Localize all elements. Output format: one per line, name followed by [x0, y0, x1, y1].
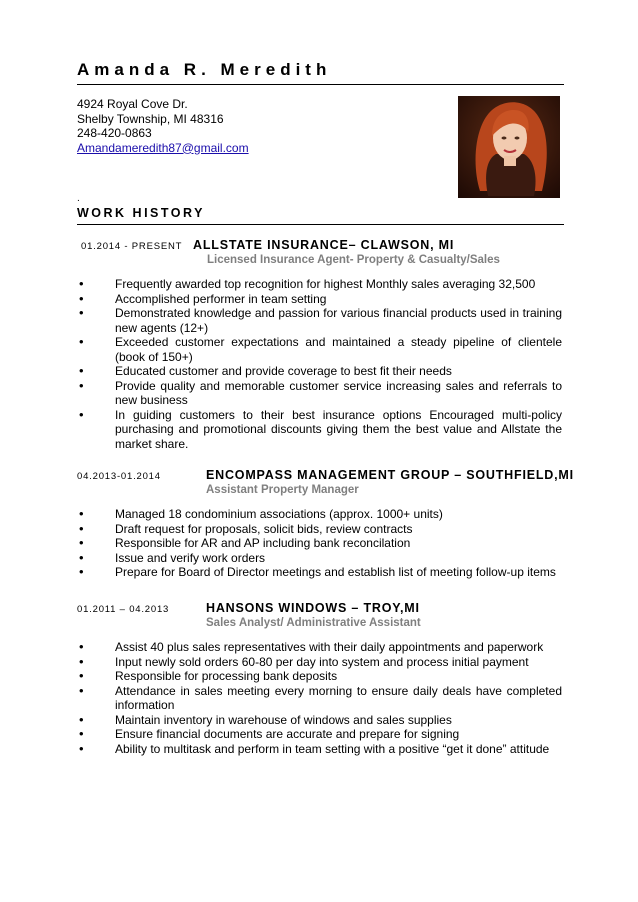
email-link[interactable]: Amandameredith87@gmail.com [77, 140, 249, 155]
list-item: • Exceeded customer expectations and maintained a steady pipeline of clientele (book of 150+) [77, 335, 562, 364]
job-dates: 01.2011 – 04.2013 [77, 604, 170, 615]
job-company: ENCOMPASS MANAGEMENT GROUP – SOUTHFIELD,MI [206, 468, 574, 482]
job-role: Licensed Insurance Agent- Property & Casualty/Sales [207, 254, 500, 266]
job-company: HANSONS WINDOWS – TROY,MI [206, 601, 420, 615]
list-item: • Issue and verify work orders [77, 551, 562, 566]
list-item: • Managed 18 condominium associations (approx. 1000+ units) [77, 507, 562, 522]
list-item: • Accomplished performer in team setting [77, 292, 562, 307]
section-title-work-history: WORK HISTORY [77, 206, 205, 220]
list-item: • Frequently awarded top recognition for highest Monthly sales averaging 32,500 [77, 277, 562, 292]
list-item: • Ensure financial documents are accurate and prepare for signing [77, 727, 562, 742]
job-role: Sales Analyst/ Administrative Assistant [206, 617, 421, 629]
list-item: • In guiding customers to their best insurance options Encouraged multi-policy purchasing and promotional discounts giving them the best value and Allstate the market share. [77, 408, 562, 452]
list-item: • Provide quality and memorable customer service increasing sales and referrals to new business [77, 379, 562, 408]
address-line-2: Shelby Township, MI 48316 [77, 111, 224, 126]
list-item: • Educated customer and provide coverage to best fit their needs [77, 364, 562, 379]
list-item: • Prepare for Board of Director meetings and establish list of meeting follow-up items [77, 565, 562, 580]
phone-number: 248-420-0863 [77, 126, 152, 140]
list-item: • Input newly sold orders 60-80 per day into system and process initial payment [77, 655, 562, 670]
job-dates: 01.2014 - PRESENT [81, 241, 183, 252]
job-role: Assistant Property Manager [206, 484, 359, 496]
list-item: • Maintain inventory in warehouse of windows and sales supplies [77, 713, 562, 728]
job-dates: 04.2013-01.2014 [77, 471, 161, 482]
list-item: • Draft request for proposals, solicit bids, review contracts [77, 522, 562, 537]
profile-photo [458, 96, 560, 198]
job-duties-list [77, 277, 562, 451]
list-item: • Assist 40 plus sales representatives with their daily appointments and paperwork [77, 640, 562, 655]
list-item: • Ability to multitask and perform in team setting with a positive “get it done” attitude [77, 742, 562, 757]
contact-block [77, 97, 249, 155]
job-duties-list [77, 640, 562, 756]
address-line-1: 4924 Royal Cove Dr. [77, 97, 188, 111]
job-duties-list [77, 507, 562, 580]
stray-period: . [77, 193, 80, 204]
list-item: • Demonstrated knowledge and passion for various financial products used in training new agents (12+) [77, 306, 562, 335]
list-item: • Responsible for AR and AP including bank reconcilation [77, 536, 562, 551]
section-divider [77, 224, 564, 225]
candidate-name: Amanda R. Meredith [77, 60, 332, 79]
list-item: • Responsible for processing bank deposits [77, 669, 562, 684]
list-item: • Attendance in sales meeting every morning to ensure daily deals have completed information [77, 684, 562, 713]
header-divider [77, 84, 564, 85]
job-company: ALLSTATE INSURANCE– CLAWSON, MI [193, 238, 455, 252]
